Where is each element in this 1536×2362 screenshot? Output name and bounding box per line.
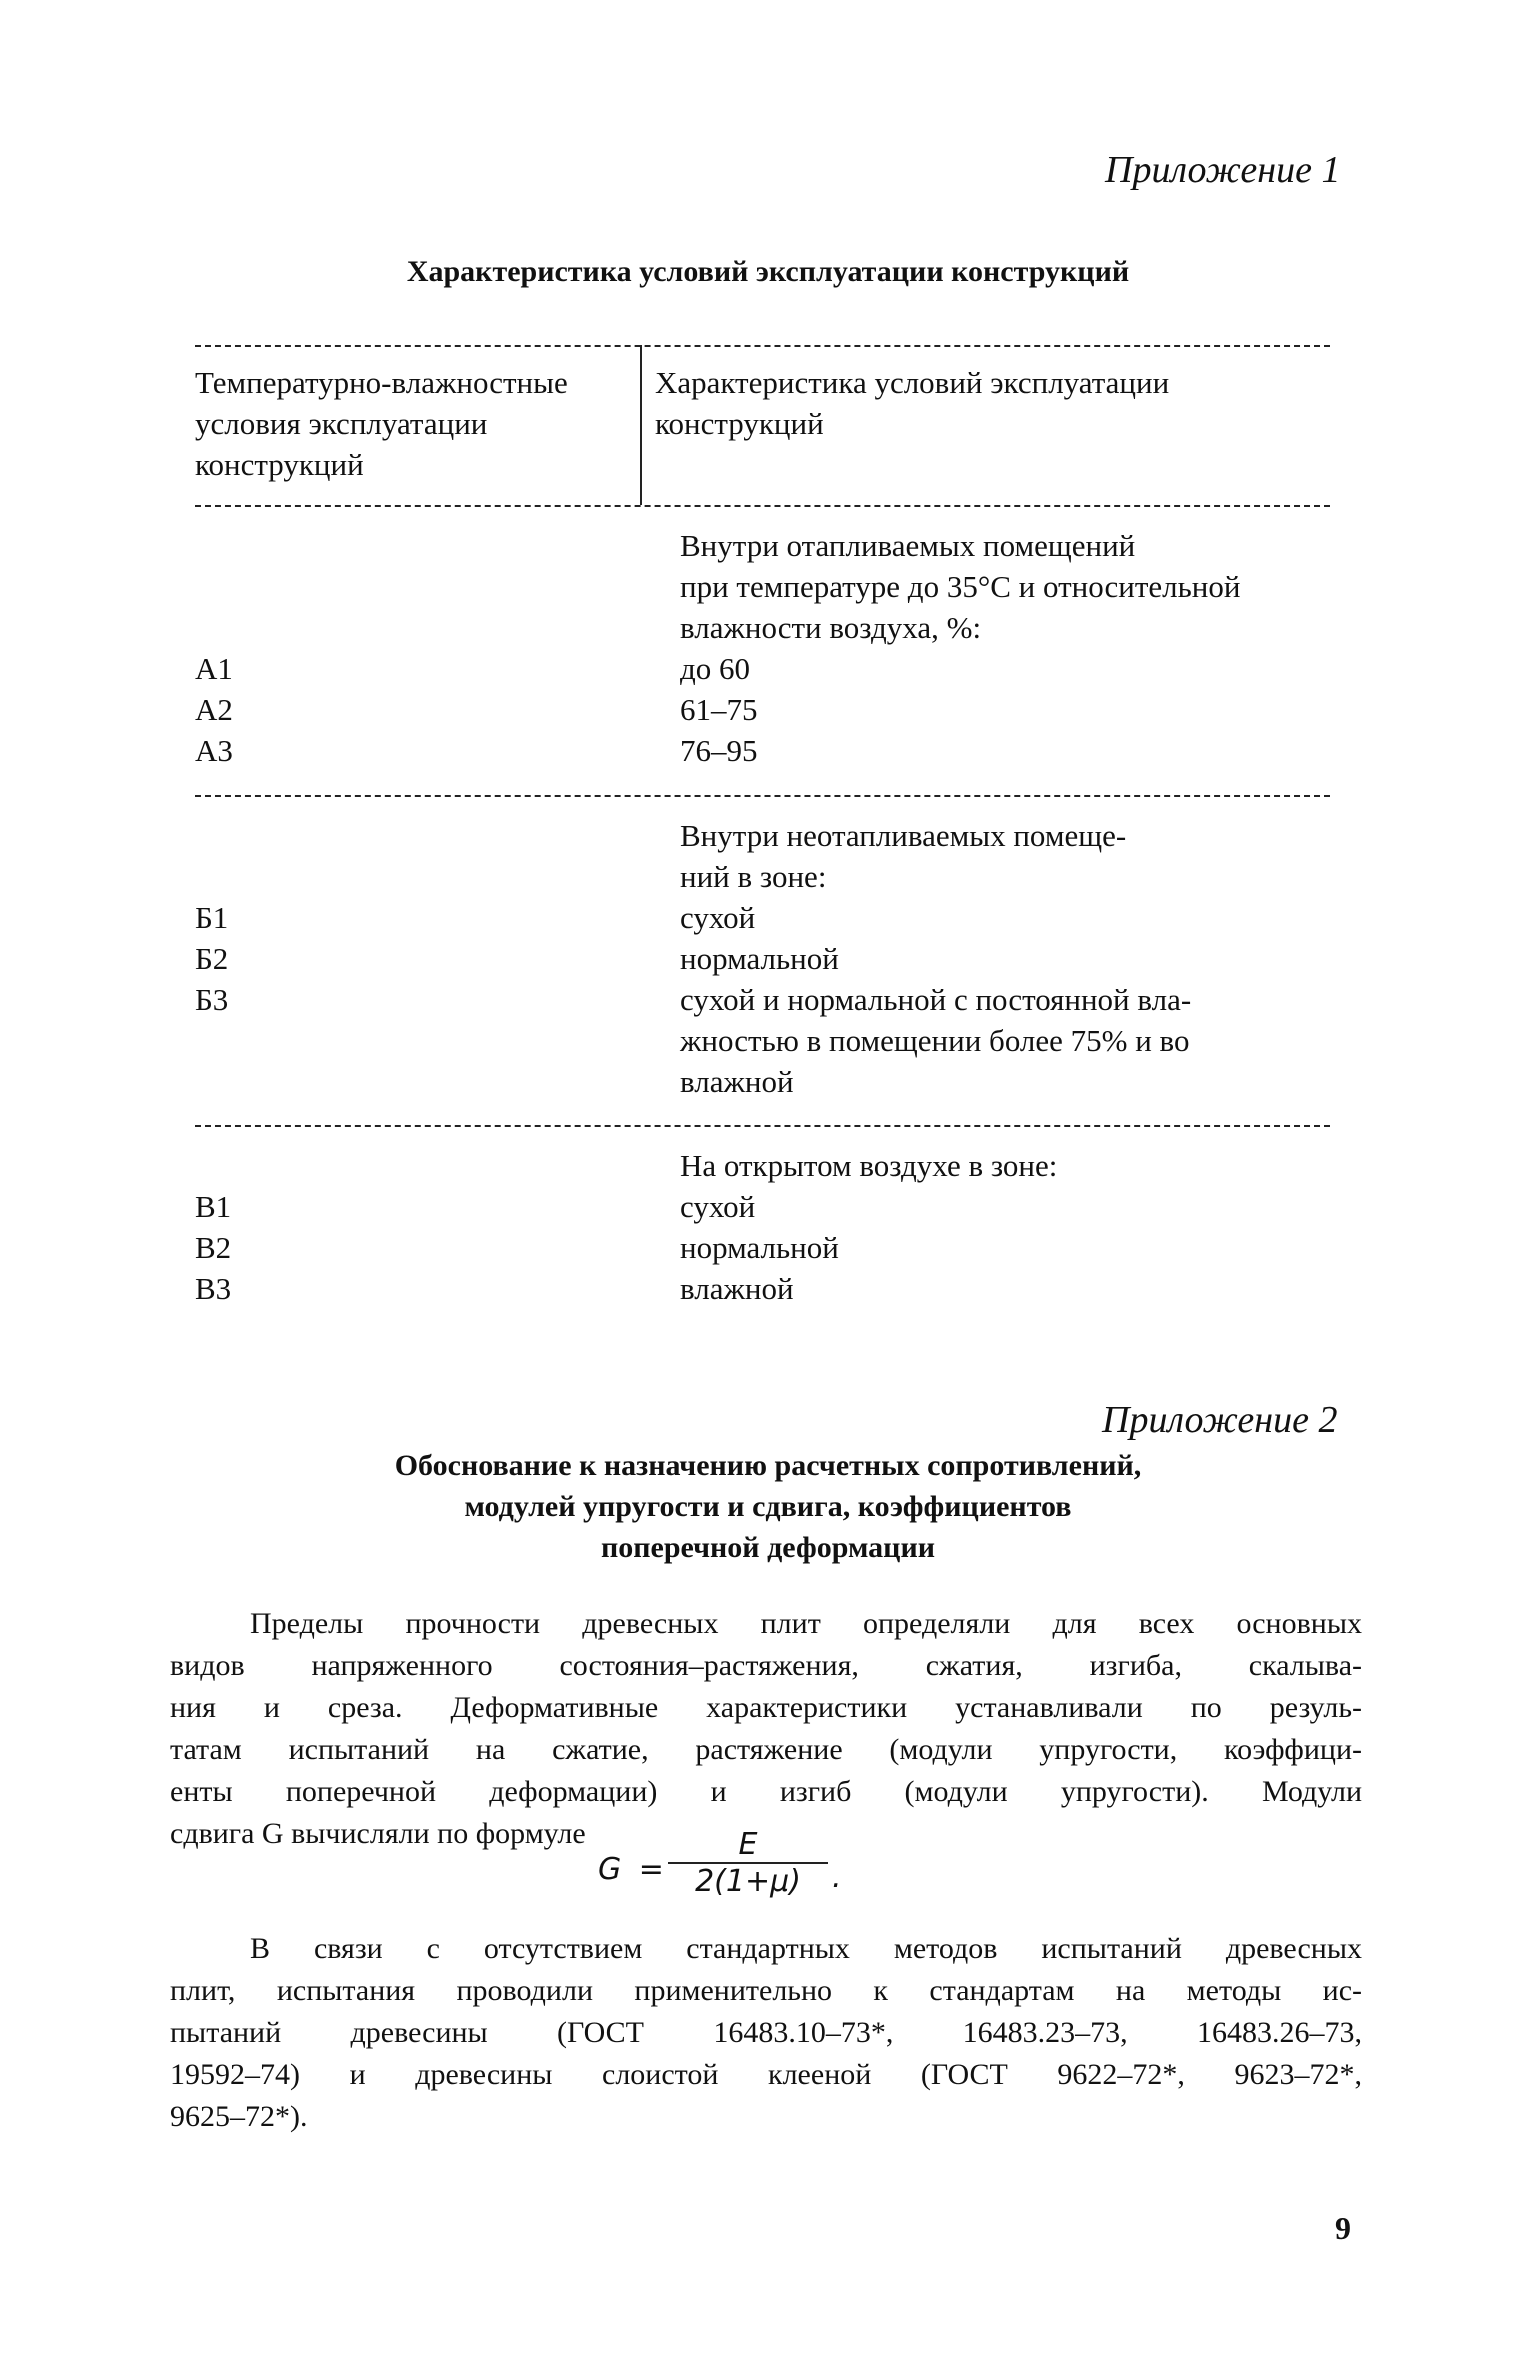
group-a-codes <box>195 648 233 771</box>
group-b-codes <box>195 897 228 1020</box>
table-title: Характеристика условий эксплуатации конструкций <box>406 255 1130 288</box>
group-b-descs <box>680 897 1191 1102</box>
row-desc: сухой и нормальной с постоянной вла- <box>680 982 1192 1017</box>
group-divider <box>195 1125 1330 1127</box>
group-b-intro <box>680 815 1126 897</box>
appendix-2-label: Приложение 2 <box>1102 1399 1338 1441</box>
table-top-rule <box>195 345 1330 347</box>
header-col2 <box>655 362 1169 444</box>
group-intro-line: Внутри отапливаемых помещений <box>680 528 1136 563</box>
group-a-descs <box>680 648 758 771</box>
group-intro-line: ний в зоне: <box>680 859 827 894</box>
group-intro-line: при температуре до 35°С и относительной <box>680 569 1241 604</box>
row-desc: влажной <box>680 1271 794 1306</box>
header-col2-line: Характеристика условий эксплуатации <box>655 365 1170 400</box>
row-desc: сухой <box>680 1189 756 1224</box>
header-col1-line: конструкций <box>195 447 364 482</box>
formula-period: . <box>832 1860 842 1895</box>
paragraph-line: В связи с отсутствием стандартных методов испытаний древесных <box>250 1932 1362 1965</box>
paragraph-line: татам испытаний на сжатие, растяжение (модули упругости, коэффици- <box>170 1733 1362 1766</box>
row-code: В1 <box>195 1189 232 1224</box>
appendix-1-label: Приложение 1 <box>1105 149 1341 191</box>
row-code: Б1 <box>195 900 229 935</box>
paragraph-2 <box>170 1928 1362 2138</box>
group-intro-line: влажности воздуха, %: <box>680 610 982 645</box>
paragraph-line: пытаний древесины (ГОСТ 16483.10–73*, 16483.23–73, 16483.26–73, <box>170 2016 1362 2049</box>
group-v-codes <box>195 1186 231 1309</box>
table-header-divider <box>640 345 642 505</box>
group-divider <box>195 795 1330 797</box>
row-code: Б2 <box>195 941 229 976</box>
paragraph-line: сдвига G вычисляли по формуле <box>170 1817 586 1850</box>
row-code: А3 <box>195 733 233 768</box>
header-col1-line: условия эксплуатации <box>195 406 488 441</box>
row-desc: влажной <box>680 1064 794 1099</box>
formula-equals: = <box>638 1852 664 1887</box>
formula-denominator: 2(1+μ) <box>668 1862 828 1900</box>
table-header-rule <box>195 505 1330 507</box>
paragraph-line: плит, испытания проводили применительно к стандартам на методы ис- <box>170 1974 1362 2007</box>
formula-numerator: E <box>738 1827 758 1862</box>
paragraph-line: видов напряженного состояния–растяжения, сжатия, изгиба, скалыва- <box>170 1649 1362 1682</box>
header-col2-line: конструкций <box>655 406 824 441</box>
paragraph-line: 19592–74) и древесины слоистой клееной (ГОСТ 9622–72*, 9623–72*, <box>170 2058 1362 2091</box>
row-desc: нормальной <box>680 1230 839 1265</box>
row-desc: до 60 <box>680 651 751 686</box>
group-intro-line: Внутри неотапливаемых помеще- <box>680 818 1127 853</box>
title-line: Обоснование к назначению расчетных сопротивлений, <box>394 1449 1142 1482</box>
row-code: В3 <box>195 1271 232 1306</box>
paragraph-line: енты поперечной деформации) и изгиб (модули упругости). Модули <box>170 1775 1362 1808</box>
title-line: модулей упругости и сдвига, коэффициентов <box>464 1490 1072 1523</box>
row-code: Б3 <box>195 982 229 1017</box>
paragraph-1 <box>170 1603 1362 1855</box>
page-number: 9 <box>1335 2210 1351 2246</box>
appendix-2-title <box>0 1445 1536 1568</box>
row-code: А1 <box>195 651 233 686</box>
group-intro-line: На открытом воздухе в зоне: <box>680 1148 1058 1183</box>
row-desc: сухой <box>680 900 756 935</box>
paragraph-line: Пределы прочности древесных плит определяли для всех основных <box>250 1607 1362 1640</box>
row-desc: 76–95 <box>680 733 758 768</box>
group-v-descs <box>680 1186 839 1309</box>
row-code: В2 <box>195 1230 232 1265</box>
group-a-intro <box>680 525 1240 648</box>
row-code: А2 <box>195 692 233 727</box>
formula-fraction <box>668 1828 828 1900</box>
row-desc: 61–75 <box>680 692 758 727</box>
group-v-intro <box>680 1145 1057 1186</box>
formula-lhs: G <box>598 1852 622 1887</box>
title-line: поперечной деформации <box>600 1531 936 1564</box>
header-col1 <box>195 362 568 485</box>
header-col1-line: Температурно-влажностные <box>195 365 568 400</box>
formula <box>598 1852 672 1887</box>
paragraph-line: 9625–72*). <box>170 2100 308 2133</box>
row-desc: нормальной <box>680 941 839 976</box>
row-desc: жностью в помещении более 75% и во <box>680 1023 1190 1058</box>
paragraph-line: ния и среза. Деформативные характеристики устанавливали по резуль- <box>170 1691 1362 1724</box>
